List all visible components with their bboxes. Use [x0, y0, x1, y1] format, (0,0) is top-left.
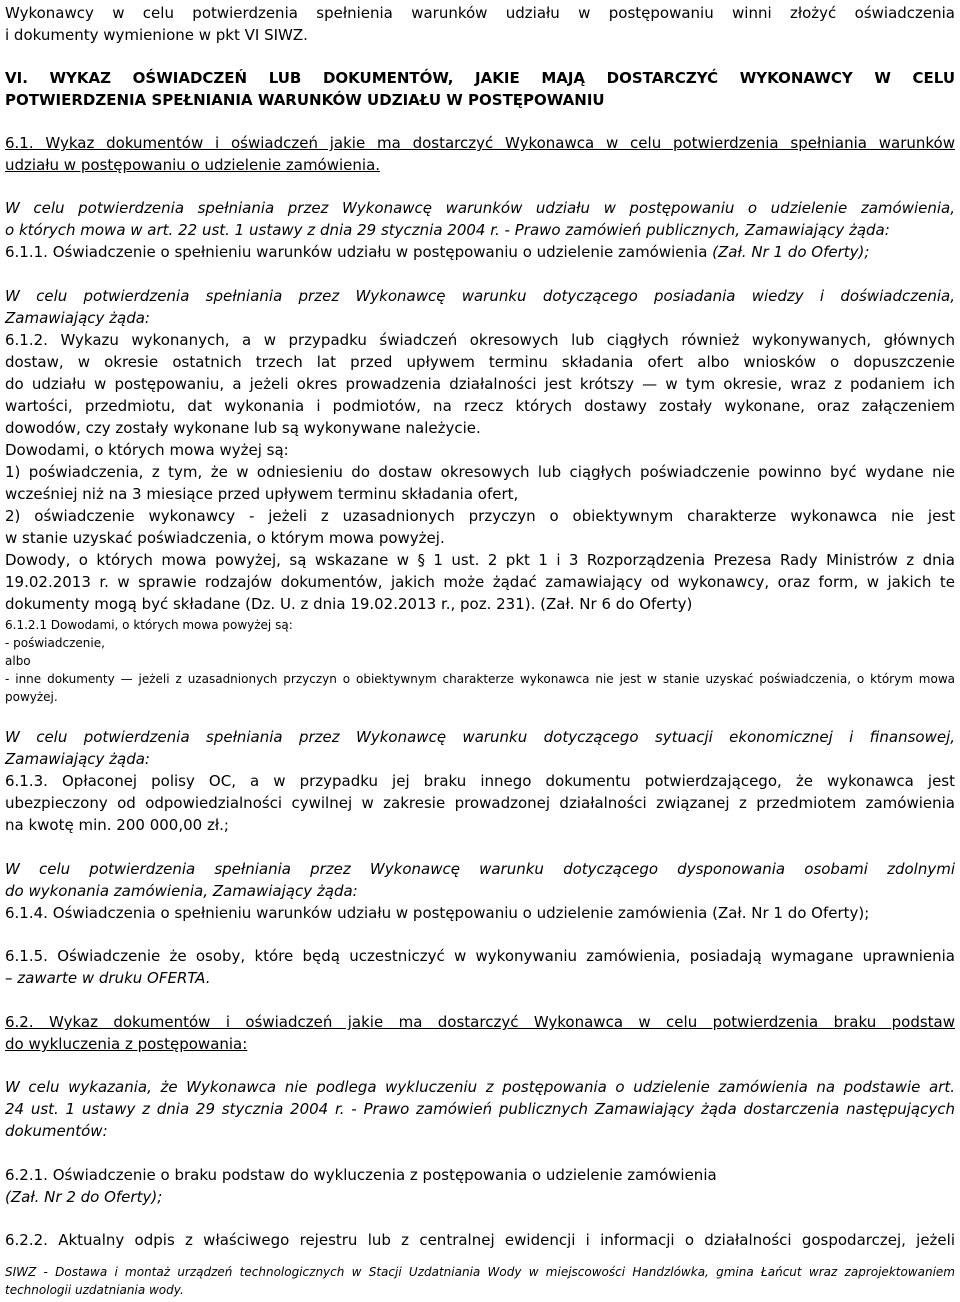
item-line: 6.1.1. Oświadczenie o spełnieniu warunków udziału w postępowaniu o udzielenie zamówienia (Zał. Nr 1 do Oferty); — [5, 243, 870, 261]
subsection-heading: do wykluczenia z postępowania: — [5, 1035, 248, 1053]
item-line: 1) poświadczenia, z tym, że w odniesieniu do dostaw okresowych lub ciągłych poświadczenie powinno być wydane nie — [5, 463, 955, 481]
item-line: 6.1.3. Opłaconej polisy OC, a w przypadku jej braku innego dokumentu potwierdzającego, że wykonawca jest — [5, 772, 955, 790]
item-line: dokumenty mogą być składane (Dz. U. z dnia 19.02.2013 r., poz. 231). (Zał. Nr 6 do Oferty) — [5, 595, 693, 613]
subsection-heading: 6.2. Wykaz dokumentów i oświadczeń jakie ma dostarczyć Wykonawca w celu potwierdzenia braku podstaw — [5, 1013, 955, 1031]
item-line: dostaw, w okresie ostatnich trzech lat przed upływem terminu składania ofert albo wniosków o dopuszczenie — [5, 353, 955, 371]
section-heading: POTWIERDZENIA SPEŁNIANIA WARUNKÓW UDZIAŁU W POSTĘPOWANIU — [5, 91, 605, 109]
item-line: Dowody, o których mowa powyżej, są wskazane w § 1 ust. 2 pkt 1 i 3 Rozporządzenia Prezesa Rady Ministrów z dnia — [5, 551, 955, 569]
item-line: 19.02.2013 r. w sprawie rodzajów dokumentów, jakich może żądać zamawiający od wykonawcy, oraz form, w jakich te — [5, 573, 955, 591]
item-line: 2) oświadczenie wykonawcy - jeżeli z uzasadnionych przyczyn o obiektywnym charakterze wykonawca nie jest — [5, 507, 955, 525]
paragraph-line: Zamawiający żąda: — [5, 750, 150, 768]
paragraph-line: W celu potwierdzenia spełniania przez Wykonawcę warunków udziału w postępowaniu o udzielenie zamówienia, — [5, 199, 955, 217]
paragraph-line: do wykonania zamówienia, Zamawiający żąda: — [5, 882, 358, 900]
paragraph-line: dokumentów: — [5, 1122, 108, 1140]
item-line: w stanie uzyskać poświadczenia, o którym mowa powyżej. — [5, 529, 445, 547]
small-line: albo — [5, 654, 31, 668]
paragraph-line: W celu potwierdzenia spełniania przez Wykonawcę warunku dotyczącego sytuacji ekonomicznej i finansowej, — [5, 728, 955, 746]
small-line: powyżej. — [5, 690, 58, 704]
item-line: wartości, przedmiotu, dat wykonania i podmiotów, na rzecz których dostawy zostały wykonane, oraz załączeniem — [5, 397, 955, 415]
paragraph-line: W celu potwierdzenia spełniania przez Wykonawcę warunku dotyczącego dysponowania osobami zdolnymi — [5, 860, 955, 878]
item-line: (Zał. Nr 2 do Oferty); — [5, 1188, 163, 1206]
item-line: Dowodami, o których mowa wyżej są: — [5, 441, 289, 459]
footer-line: technologii uzdatniania wody. — [5, 1283, 184, 1297]
intro-line: Wykonawcy w celu potwierdzenia spełnienia warunków udziału w postępowaniu winni złożyć oświadczenia — [5, 4, 955, 22]
paragraph-line: o których mowa w art. 22 ust. 1 ustawy z dnia 29 stycznia 2004 r. - Prawo zamówień publicznych, Zamawiający żąda: — [5, 221, 890, 239]
item-line: 6.2.1. Oświadczenie o braku podstaw do wykluczenia z postępowania o udzielenie zamówienia — [5, 1166, 717, 1184]
small-line: - poświadczenie, — [5, 636, 105, 650]
item-line: 6.2.2. Aktualny odpis z właściwego rejestru lub z centralnej ewidencji i informacji o działalności gospodarczej, jeżeli — [5, 1231, 955, 1249]
subsection-heading: udziału w postępowaniu o udzielenie zamówienia. — [5, 156, 381, 174]
item-line: – zawarte w druku OFERTA. — [5, 969, 211, 987]
item-line: wcześniej niż na 3 miesiące przed upływem terminu składania ofert, — [5, 485, 519, 503]
item-line: na kwotę min. 200 000,00 zł.; — [5, 816, 229, 834]
paragraph-line: Zamawiający żąda: — [5, 309, 150, 327]
item-line: 6.1.4. Oświadczenia o spełnieniu warunków udziału w postępowaniu o udzielenie zamówienia (Zał. Nr 1 do Oferty); — [5, 904, 870, 922]
paragraph-line: W celu potwierdzenia spełniania przez Wykonawcę warunku dotyczącego posiadania wiedzy i doświadczenia, — [5, 287, 955, 305]
item-line: dowodów, czy zostały wykonane lub są wykonywane należycie. — [5, 419, 481, 437]
paragraph-line: W celu wykazania, że Wykonawca nie podlega wykluczeniu z postępowania o udzielenie zamówienia na podstawie art. — [5, 1078, 955, 1096]
intro-line: i dokumenty wymienione w pkt VI SIWZ. — [5, 26, 308, 44]
section-heading: VI. WYKAZ OŚWIADCZEŃ LUB DOKUMENTÓW, JAKIE MAJĄ DOSTARCZYĆ WYKONAWCY W CELU — [5, 69, 955, 87]
small-line: - inne dokumenty — jeżeli z uzasadnionych przyczyn o obiektywnym charakterze wykonawca nie jest w stanie uzyskać poświadczenia, o którym mowa — [5, 672, 955, 686]
item-line: 6.1.2. Wykazu wykonanych, a w przypadku świadczeń okresowych lub ciągłych również wykonywanych, głównych — [5, 331, 955, 349]
item-line: do udziału w postępowaniu, a jeżeli okres prowadzenia działalności jest krótszy — w tym okresie, wraz z podaniem ich — [5, 375, 955, 393]
subsection-heading: 6.1. Wykaz dokumentów i oświadczeń jakie ma dostarczyć Wykonawca w celu potwierdzenia spełniania warunków — [5, 134, 955, 152]
paragraph-line: 24 ust. 1 ustawy z dnia 29 stycznia 2004 r. - Prawo zamówień publicznych Zamawiający żąda dostarczenia następujących — [5, 1100, 955, 1118]
item-line: 6.1.5. Oświadczenie że osoby, które będą uczestniczyć w wykonywaniu zamówienia, posiadają wymagane uprawnienia — [5, 947, 955, 965]
small-line: 6.1.2.1 Dowodami, o których mowa powyżej są: — [5, 618, 293, 632]
footer-line: SIWZ - Dostawa i montaż urządzeń technologicznych w Stacji Uzdatniania Wody w miejscowości Handzlówka, gmina Łańcut wraz zaprojektowaniem — [5, 1265, 955, 1279]
item-line: ubezpieczony od odpowiedzialności cywilnej w zakresie prowadzonej działalności związanej z przedmiotem zamówienia — [5, 794, 955, 812]
